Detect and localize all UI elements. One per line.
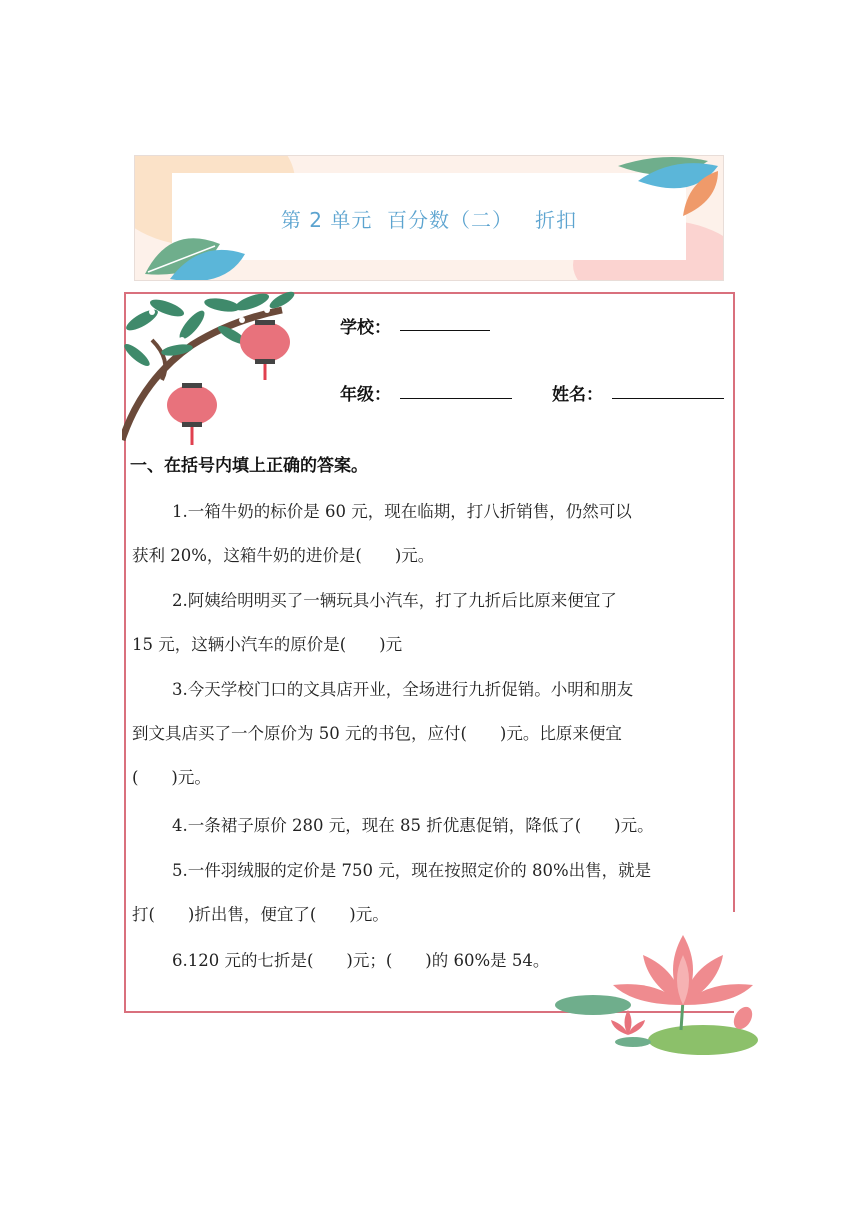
- question-line: 15 元，这辆小汽车的原价是( )元: [132, 635, 403, 654]
- grade-input-line[interactable]: [400, 398, 512, 399]
- name-input-line[interactable]: [612, 398, 724, 399]
- question-line: 打( )折出售，便宜了( )元。: [132, 905, 389, 924]
- question-2: [132, 579, 730, 667]
- question-4: [132, 804, 730, 848]
- lotus-flower-icon: [553, 930, 763, 1060]
- question-1: [132, 490, 730, 578]
- question-line: 4.一条裙子原价 280 元，现在 85 折优惠促销，降低了( )元。: [172, 816, 654, 835]
- question-5: [132, 849, 730, 937]
- question-line: 3.今天学校门口的文具店开业，全场进行九折促销。小明和朋友: [172, 680, 634, 699]
- grade-label: 年级：: [340, 385, 391, 405]
- question-line: 2.阿姨给明明买了一辆玩具小汽车，打了九折后比原来便宜了: [172, 591, 617, 610]
- title-banner: [134, 155, 724, 281]
- question-3: [132, 668, 730, 800]
- school-input-line[interactable]: [400, 330, 490, 331]
- section-heading: 一、在括号内填上正确的答案。: [130, 456, 368, 476]
- question-line: 5.一件羽绒服的定价是 750 元，现在按照定价的 80%出售，就是: [172, 861, 652, 880]
- tree-with-lanterns-icon: [122, 290, 302, 450]
- question-line: 6.120 元的七折是( )元；( )的 60%是 54。: [172, 951, 550, 970]
- question-line: ( )元。: [132, 768, 211, 787]
- content-frame-right-border: [733, 292, 735, 912]
- school-label: 学校：: [340, 318, 391, 338]
- question-line: 获利 20%，这箱牛奶的进价是( )元。: [132, 546, 435, 565]
- question-line: 到文具店买了一个原价为 50 元的书包，应付( )元。比原来便宜: [132, 724, 622, 743]
- name-label: 姓名：: [552, 385, 603, 405]
- question-line: 1.一箱牛奶的标价是 60 元，现在临期，打八折销售，仍然可以: [172, 502, 632, 521]
- worksheet-title: 第 2 单元 百分数（二） 折扣: [280, 208, 578, 232]
